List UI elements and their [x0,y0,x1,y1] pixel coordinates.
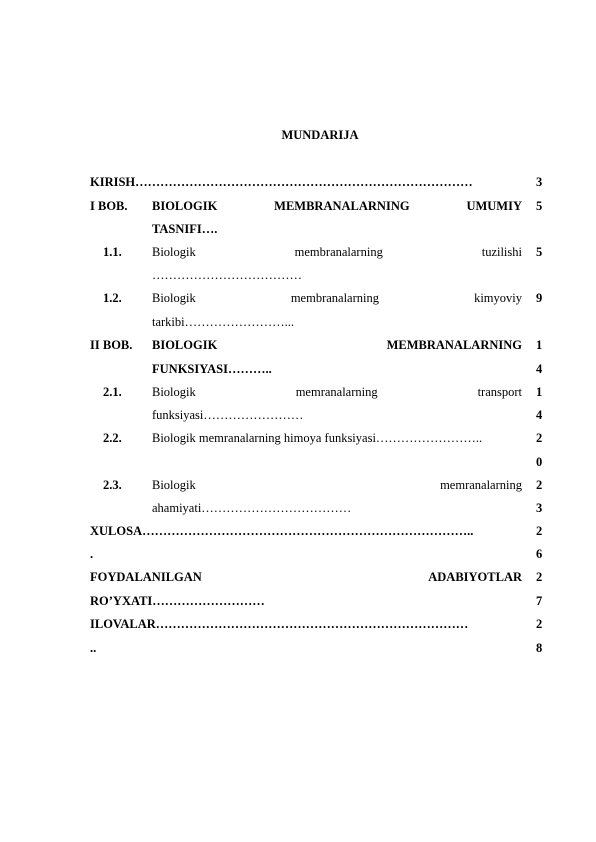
toc-2-3-page-digit: 3 [536,501,543,515]
toc-bob1-title-cont[interactable]: TASNIFI…. [152,222,218,236]
toc-ilovalar-page-digit: 2 [536,617,543,631]
toc-2-2-page-digit: 0 [536,455,543,469]
toc-bob1-title[interactable] [152,199,522,214]
toc-1-2-word: Biologik [152,291,196,305]
toc-bob2-label[interactable]: II BOB. [90,338,133,352]
toc-1-1-word: membranalarning [294,245,383,259]
toc-bob2-title-cont[interactable]: FUNKSIYASI……….. [152,362,272,376]
toc-bob2-title[interactable] [152,338,522,353]
toc-foydalanilgan-page-digit: 7 [536,594,543,608]
toc-bob1-label[interactable]: I BOB. [90,199,128,213]
toc-ilovalar-label[interactable]: ILOVALAR………………………………………………………………… [90,617,469,631]
toc-1-1-title[interactable] [152,245,522,260]
toc-ilovalar-cont: .. [90,641,97,655]
toc-2-3-word: memranalarning [440,478,522,492]
toc-xulosa-cont: . [90,547,94,561]
toc-2-1-title-cont[interactable]: funksiyasi…………………… [152,408,304,422]
toc-bob1-word: UMUMIY [466,199,522,213]
toc-2-1-title[interactable] [152,385,522,400]
page-title: MUNDARIJA [281,128,359,142]
toc-bob2-page-digit: 1 [536,338,543,352]
toc-1-1-leader: ……………………………… [152,268,302,282]
toc-2-1-word: Biologik [152,385,196,399]
toc-bob1-word: MEMBRANALARNING [274,199,410,213]
toc-1-2-word: kimyoviy [474,291,522,305]
toc-1-2-title-cont[interactable]: tarkibi……………………... [152,315,295,329]
toc-1-2-number: 1.2. [103,291,122,305]
toc-2-1-word: memranalarning [295,385,378,399]
toc-1-2-title[interactable] [152,291,522,306]
toc-2-1-page-digit: 4 [536,408,543,422]
toc-bob2-word: BIOLOGIK [152,338,218,352]
toc-ilovalar-page-digit: 8 [536,641,543,655]
toc-2-2-title[interactable]: Biologik memranalarning himoya funksiyasi…………………….. [152,431,483,445]
toc-2-2-number: 2.2. [103,431,122,445]
toc-2-3-page-digit: 2 [536,478,543,492]
toc-xulosa-page-digit: 6 [536,547,543,561]
toc-1-1-page: 5 [536,245,543,259]
toc-1-1-number: 1.1. [103,245,122,259]
toc-bob2-page-digit: 4 [536,362,543,376]
toc-bob1-word: BIOLOGIK [152,199,218,213]
toc-foydalanilgan-title[interactable] [90,570,522,585]
toc-foydalanilgan-page-digit: 2 [536,570,543,584]
toc-2-3-title-cont[interactable]: ahamiyati……………………………… [152,501,352,515]
toc-2-3-word: Biologik [152,478,196,492]
toc-2-1-word: transport [477,385,522,399]
toc-bob2-word: MEMBRANALARNING [386,338,522,352]
toc-1-1-word: Biologik [152,245,196,259]
toc-kirish-label[interactable]: KIRISH……………………………………………………………………… [90,175,473,189]
toc-xulosa-label[interactable]: XULOSA…………………………………………………………………….. [90,524,474,538]
toc-1-1-word: tuzilishi [481,245,522,259]
toc-xulosa-page-digit: 2 [536,524,543,538]
toc-foydalanilgan-word: ADABIYOTLAR [428,570,522,584]
toc-2-3-number: 2.3. [103,478,122,492]
toc-2-1-number: 2.1. [103,385,122,399]
toc-1-2-page: 9 [536,291,543,305]
toc-2-3-title[interactable] [152,478,522,493]
toc-2-2-page-digit: 2 [536,431,543,445]
toc-2-1-page-digit: 1 [536,385,543,399]
toc-bob1-page: 5 [536,199,543,213]
toc-kirish-page: 3 [536,175,543,189]
toc-foydalanilgan-title-cont[interactable]: RO’YXATI……………………… [90,594,265,608]
toc-foydalanilgan-word: FOYDALANILGAN [90,570,202,584]
toc-1-2-word: membranalarning [290,291,379,305]
